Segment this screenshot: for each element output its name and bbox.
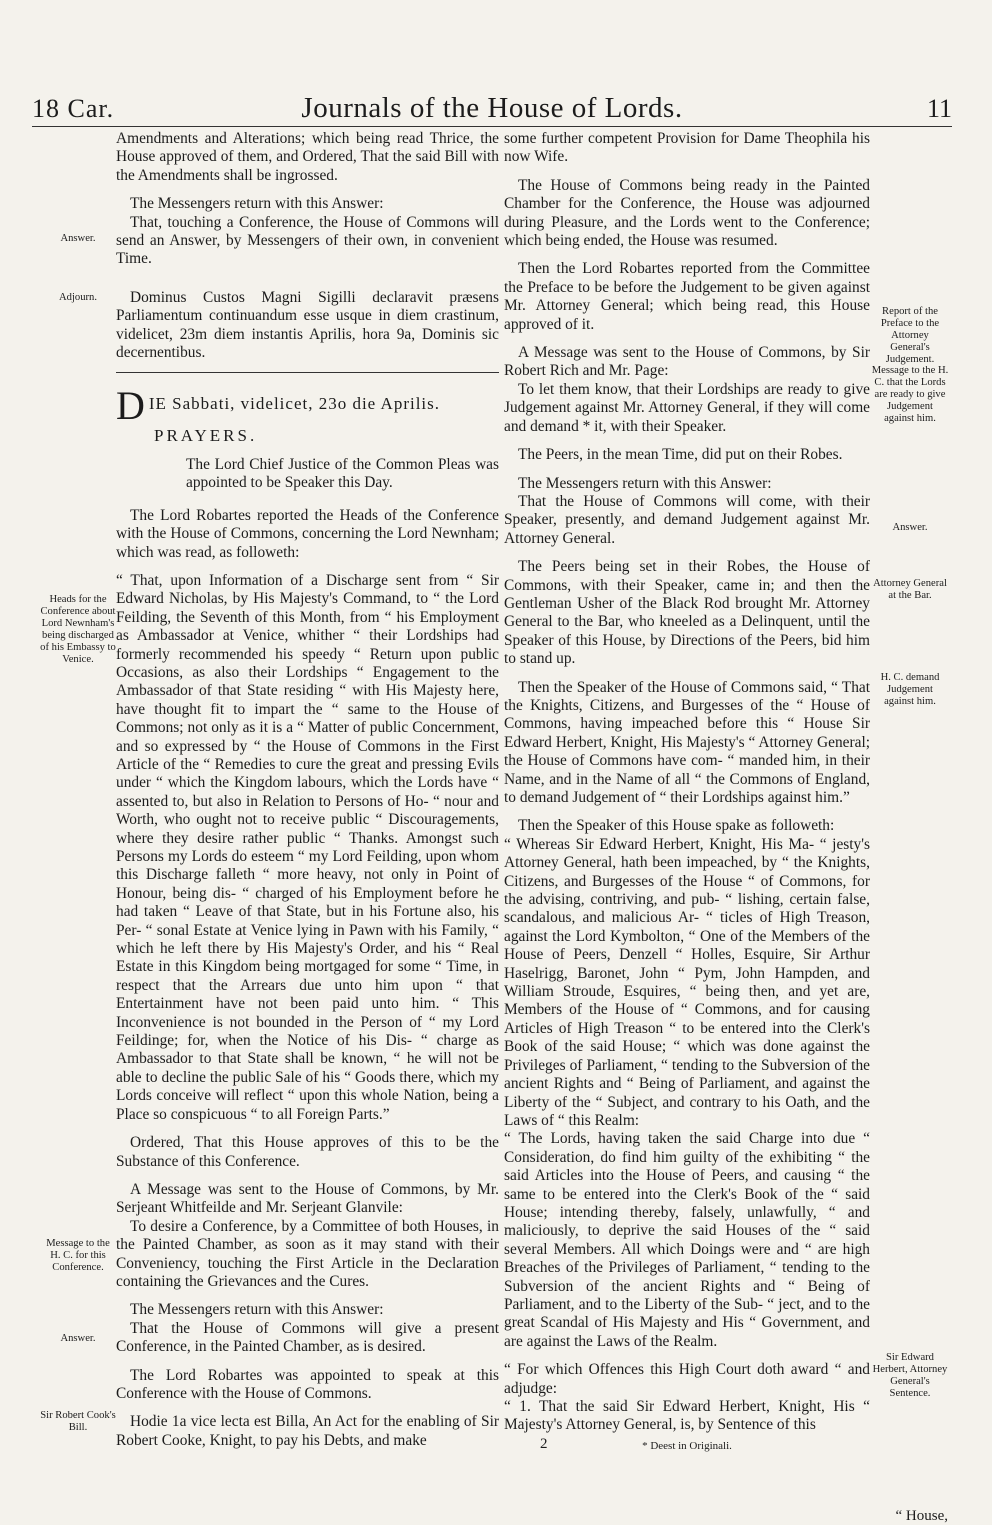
catchword: “ House, [895,1508,948,1524]
footnote: * Deest in Originali. [642,1439,732,1452]
left-column [116,130,499,1460]
margin-note-demand: H. C. demand Judgement against him. [880,672,940,707]
margin-note-message: Message to the H. C. that the Lords are ready to give Judgement against him. [871,365,949,424]
paragraph: Then the Speaker of the House of Commons said, “ That the Knights, Citizens, and Burgesses of the “ House of Commons, having impeached before this “ House Sir Edward Herbert, Knight, His Majesty's “ Attorney General; the House of Commons have com- “ manded him, in their Name, and in the Name of all “ the Commons of England, to demand Judgement of “ their Lordships against him.” [504,678,870,806]
ordered-paragraph: Ordered, That this House approves of this to be the Substance of this Conference. [116,1134,499,1170]
margin-note-attorney: Attorney General at the Bar. [873,578,947,601]
quoted-sentence: “ 1. That the said Sir Edward Herbert, Knight, His “ Majesty's Attorney General, is, by Sentence of this [504,1398,870,1434]
page-number: 11 [926,94,952,123]
paragraph: The Messengers return with this Answer: [130,1301,384,1319]
paragraph: The Peers, in the mean Time, did put on their Robes. [518,446,843,464]
quoted-sentence: “ Whereas Sir Edward Herbert, Knight, His Ma- “ jesty's Attorney General, hath been impeached, by “ the Knights, Citizens, and Burgesses of the House “ of Commons, for the advising, contriving, and pub- “ lishing, certain false, scandalous, and malicious Ar- “ ticles of High Treason, against the Lord Kymbolton, “ One of the Members of the House of Peers, Denzell “ Holles, Esquire, Sir Arthur Haselrigg, Baronet, John “ Pym, John Hampden, and William Stroude, Esquires, “ being then, and yet are, Members of the House of “ Commons, and for causing Articles of High Treason “ to be entered into the Clerk's Book of the said House; “ which was done against the Privileges of Parliament, “ tending to the Subversion of the ancient Rights and “ Being of Parliament, and against the Liberty of the “ Subject, and contrary to his Oath, and the Laws of “ this Realm: [504,835,870,1129]
paragraph: Hodie 1a vice lecta est Billa, An Act for the enabling of Sir Robert Cooke, Knight, to pay his Debts, and make [116,1413,499,1449]
header-rule [32,126,952,127]
quoted-heads: “ That, upon Information of a Discharge sent from “ Sir Edward Nicholas, by His Majesty's Command, to “ the Lord Feilding, the Seventh of this Month, from “ his Employment as Ambassador at Venice, whither “ their Lordships had formerly recommended his speedy “ Return upon public Occasions, as also their Lordships “ Engagement to the Ambassador of that State residing “ with His Majesty here, have thought fit to impart the “ same to the House of Commons; not only as it is a “ Matter of public Concernment, and so expressed by “ the House of Commons in the First Article of the “ Remedies to cure the great and pressing Evils under “ which the Kingdom labours, which the Lords have “ assented to, but also in Relation to Persons of Ho- “ nour and Worth, who ought not to receive public “ Discouragements, where they desire rather public “ Thanks. Amongst such Persons my Lords do esteem “ my Lord Feilding, upon whom this Discharge falleth “ more heavy, not only in Point of Honour, being dis- “ charged of his Employment before he had taken “ Leave of that State, but in his Fortune also, his Per- “ sonal Estate at Venice lying in Pawn with his Family, “ which he left there by His Majesty's Order, and his “ Real Estate in this Kingdom being mortgaged for some “ Time, in respect that the Arrears due unto him upon “ that Entertainment have not been paid unto him. “ This Inconvenience is not bounded in the Person of “ my Lord Feildinge; for, when the Notice of his Dis- “ charge as Ambassador to that State shall be known, “ he will not be able to decline the public Sale of his “ Goods there, which my Lords conceive will reflect “ upon this whole Nation, being a Place so conspicuous “ to all Foreign Parts.” [116,571,499,1123]
paragraph: That, touching a Conference, the House of Commons will send an Answer, by Messengers of their own, in convenient Time. [116,213,499,268]
paragraph: some further competent Provision for Dame Theophila his now Wife. [504,130,870,166]
date-line: IE Sabbati, videlicet, 23o die Aprilis. [148,394,441,414]
prayers-heading: PRAYERS. [154,426,258,446]
signature-mark: 2 [540,1436,548,1452]
margin-note-sentence: Sir Edward Herbert, Attorney General's Sentence. [872,1352,948,1399]
paragraph: That the House of Commons will come, with their Speaker, presently, and demand Judgement against Mr. Attorney General. [504,492,870,547]
latin-adjournment: Dominus Custos Magni Sigilli declaravit præsens Parliamentum continuandum esse usque in diem crastinum, videlicet, 23m diem instantis Aprilis, hora 9a, Dominis sic decernentibus. [116,288,499,362]
date-heading [116,383,499,429]
paragraph: The Messengers return with this Answer: [130,195,384,213]
margin-note-report: Report of the Preface to the Attorney General's Judgement. [880,306,940,365]
margin-note-adjourn: Adjourn. [59,292,97,303]
paragraph: The House of Commons being ready in the Painted Chamber for the Conference, the House was adjourned during Pleasure, and the Lords went to the Conference; which being ended, the House was resumed. [504,176,870,250]
paragraph: To let them know, that their Lordships are ready to give Judgement against Mr. Attorney General, if they will come and demand * it, with their Speaker. [504,380,870,435]
drop-cap: D [116,383,145,429]
margin-note-heads: Heads for the Conference about Lord Newnham's being discharged of his Embassy to Venice. [40,594,116,665]
margin-note-cooke-bill: Sir Robert Cook's Bill. [40,1410,116,1433]
paragraph: That the House of Commons will give a present Conference, in the Painted Chamber, as is desired. [116,1319,499,1356]
quoted-sentence: “ For which Offences this High Court doth award “ and adjudge: [504,1361,870,1397]
paragraph: The Peers being set in their Robes, the House of Commons, with their Speaker, came in; and then the Gentleman Usher of the Black Rod brought Mr. Attorney General to the Bar, who kneeled as a Delinquent, until the Speaker of this House, by Directions of the Peers, bid him to stand up. [504,558,870,668]
paragraph: The Messengers return with this Answer: [518,474,772,492]
paragraph: The Lord Robartes reported the Heads of the Conference with the House of Commons, concerning the Lord Newnham; which was read, as followeth: [116,506,499,561]
margin-note-answer: Answer. [60,1333,96,1344]
margin-note-answer: Answer. [892,522,928,533]
margin-note-answer: Answer. [60,233,96,244]
journal-title: Journals of the House of Lords. [301,92,683,124]
paragraph: A Message was sent to the House of Commons, by Sir Robert Rich and Mr. Page: [504,344,870,380]
margin-note-message: Message to the H. C. for this Conference. [46,1238,110,1273]
paragraph: To desire a Conference, by a Committee of both Houses, in the Painted Chamber, as soon as it may stand with their Conveniency, touching the First Article in the Declaration containing the Grievances and the Cures. [116,1217,499,1290]
paragraph: The Lord Robartes was appointed to speak at this Conference with the House of Commons. [116,1366,499,1402]
paragraph: A Message was sent to the House of Commons, by Mr. Serjeant Whitfeilde and Mr. Serjeant Glanvile: [116,1180,499,1217]
paragraph: Then the Speaker of this House spake as followeth: [518,817,835,835]
section-divider [116,372,499,373]
right-column [504,130,870,1455]
quoted-sentence: “ The Lords, having taken the said Charge into due “ Consideration, do find him guilty of the exhibiting “ the said Articles into the House of Peers, and causing “ the same to be entered into the Clerk's Book of the “ said House; intending thereby, falsely, unlawfully, “ and maliciously, to deprive the said Houses of the “ said several Members. All which Doings were and “ are high Breaches of the Privileges of Parliament, “ tending to the Subversion of the ancient Rights and “ Being of Parliament, and to the Liberty of the Sub- “ ject, and to the great Scandal of His Majesty and His “ Government, and are against the Laws of the Realm. [504,1130,870,1350]
speaker-note: The Lord Chief Justice of the Common Pleas was appointed to be Speaker this Day. [186,455,499,492]
paragraph: Amendments and Alterations; which being read Thrice, the House approved of them, and Ordered, That the said Bill with the Amendments shall be ingrossed. [116,130,499,184]
regnal-year: 18 Car. [32,94,115,123]
paragraph: Then the Lord Robartes reported from the Committee the Preface to be before the Judgement to be given against Mr. Attorney General; which being read, this House approved of it. [504,260,870,333]
